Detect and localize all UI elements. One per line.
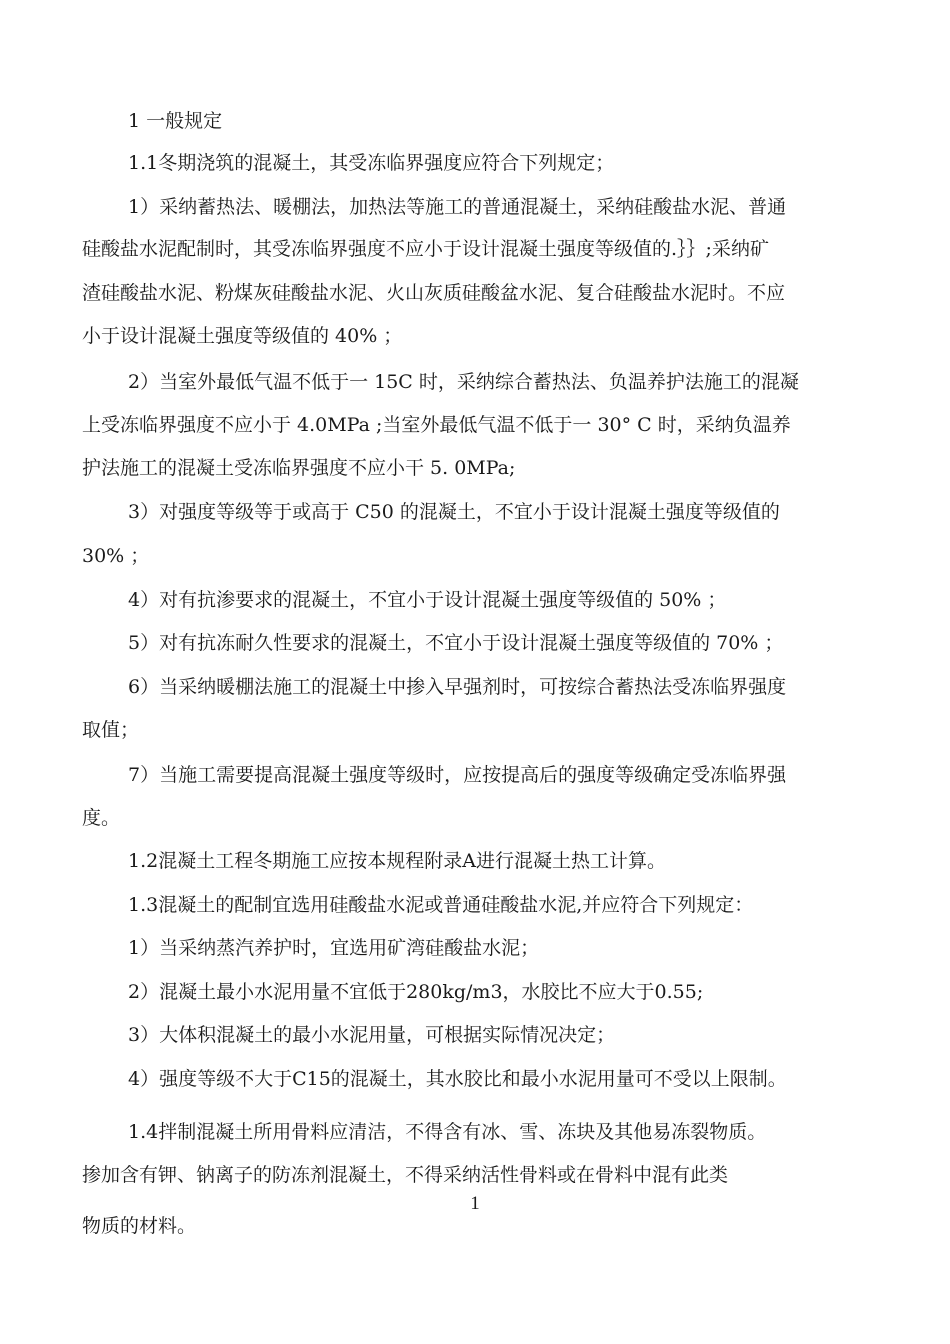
item-3-line-1: 3）对强度等级等于或高于 C50 的混凝土，不宜小于设计混凝土强度等级值的: [128, 501, 780, 523]
item-1-line-2: 硅酸盐水泥配制时，其受冻临界强度不应小于设计混凝土强度等级值的.｝｝;采纳矿: [82, 238, 769, 260]
item-6-line-1: 6）当采纳暖棚法施工的混凝土中掺入早强剂时，可按综合蓄热法受冻临界强度: [128, 676, 787, 698]
item-3-line-2: 30% ；: [82, 545, 150, 567]
page-number: 1: [470, 1193, 480, 1214]
clause-1-2: 1.2混凝土工程冬期施工应按本规程附录A进行混凝土热工计算。: [128, 850, 666, 872]
item-2-line-3: 护法施工的混凝土受冻临界强度不应小干 5. 0MPa;: [82, 457, 516, 479]
clause-1-3-item-2: 2）混凝土最小水泥用量不宜低于280kg/m3，水胶比不应大于0.55;: [128, 981, 704, 1003]
item-7-line-2: 度。: [82, 807, 121, 829]
clause-1-4-line-1: 1.4拌制混凝土所用骨料应清洁，不得含有冰、雪、冻块及其他易冻裂物质。: [128, 1121, 767, 1143]
clause-1-4-line-3: 物质的材料。: [82, 1215, 197, 1237]
item-2-line-2: 上受冻临界强度不应小于 4.0MPa ;当室外最低气温不低于一 30° C 时，采纳负温养: [82, 414, 791, 436]
item-6-line-2: 取值；: [82, 719, 140, 741]
clause-1-3-item-1: 1）当采纳蒸汽养护时，宜选用矿湾硅酸盐水泥；: [128, 937, 540, 959]
item-1-line-4: 小于设计混凝土强度等级值的 40% ；: [82, 325, 403, 347]
clause-1-3-item-3: 3）大体积混凝土的最小水泥用量，可根据实际情况决定；: [128, 1024, 616, 1046]
item-1-line-1: 1）采纳蓄热法、暖棚法，加热法等施工的普通混凝土，采纳硅酸盐水泥、普通: [128, 196, 787, 218]
item-1-line-3: 渣硅酸盐水泥、粉煤灰硅酸盐水泥、火山灰质硅酸盆水泥、复合硅酸盐水泥时。不应: [82, 282, 786, 304]
item-5: 5）对有抗冻耐久性要求的混凝土，不宜小于设计混凝土强度等级值的 70% ；: [128, 632, 784, 654]
clause-1-4-line-2: 掺加含有钾、钠离子的防冻剂混凝土，不得采纳活性骨料或在骨料中混有此类: [82, 1164, 729, 1186]
item-7-line-1: 7）当施工需要提高混凝土强度等级时，应按提高后的强度等级确定受冻临界强: [128, 764, 787, 786]
item-4: 4）对有抗渗要求的混凝土，不宜小于设计混凝土强度等级值的 50% ；: [128, 589, 727, 611]
clause-1-3: 1.3混凝土的配制宜选用硅酸盐水泥或普通硅酸盐水泥,并应符合下列规定：: [128, 894, 754, 916]
section-heading: 1 一般规定: [128, 110, 223, 132]
clause-1-3-item-4: 4）强度等级不大于C15的混凝土，其水胶比和最小水泥用量可不受以上限制。: [128, 1068, 787, 1090]
clause-1-1: 1.1冬期浇筑的混凝土，其受冻临界强度应符合下列规定；: [128, 152, 615, 174]
item-2-line-1: 2）当室外最低气温不低于一 15C 时，采纳综合蓄热法、负温养护法施工的混凝: [128, 371, 799, 393]
